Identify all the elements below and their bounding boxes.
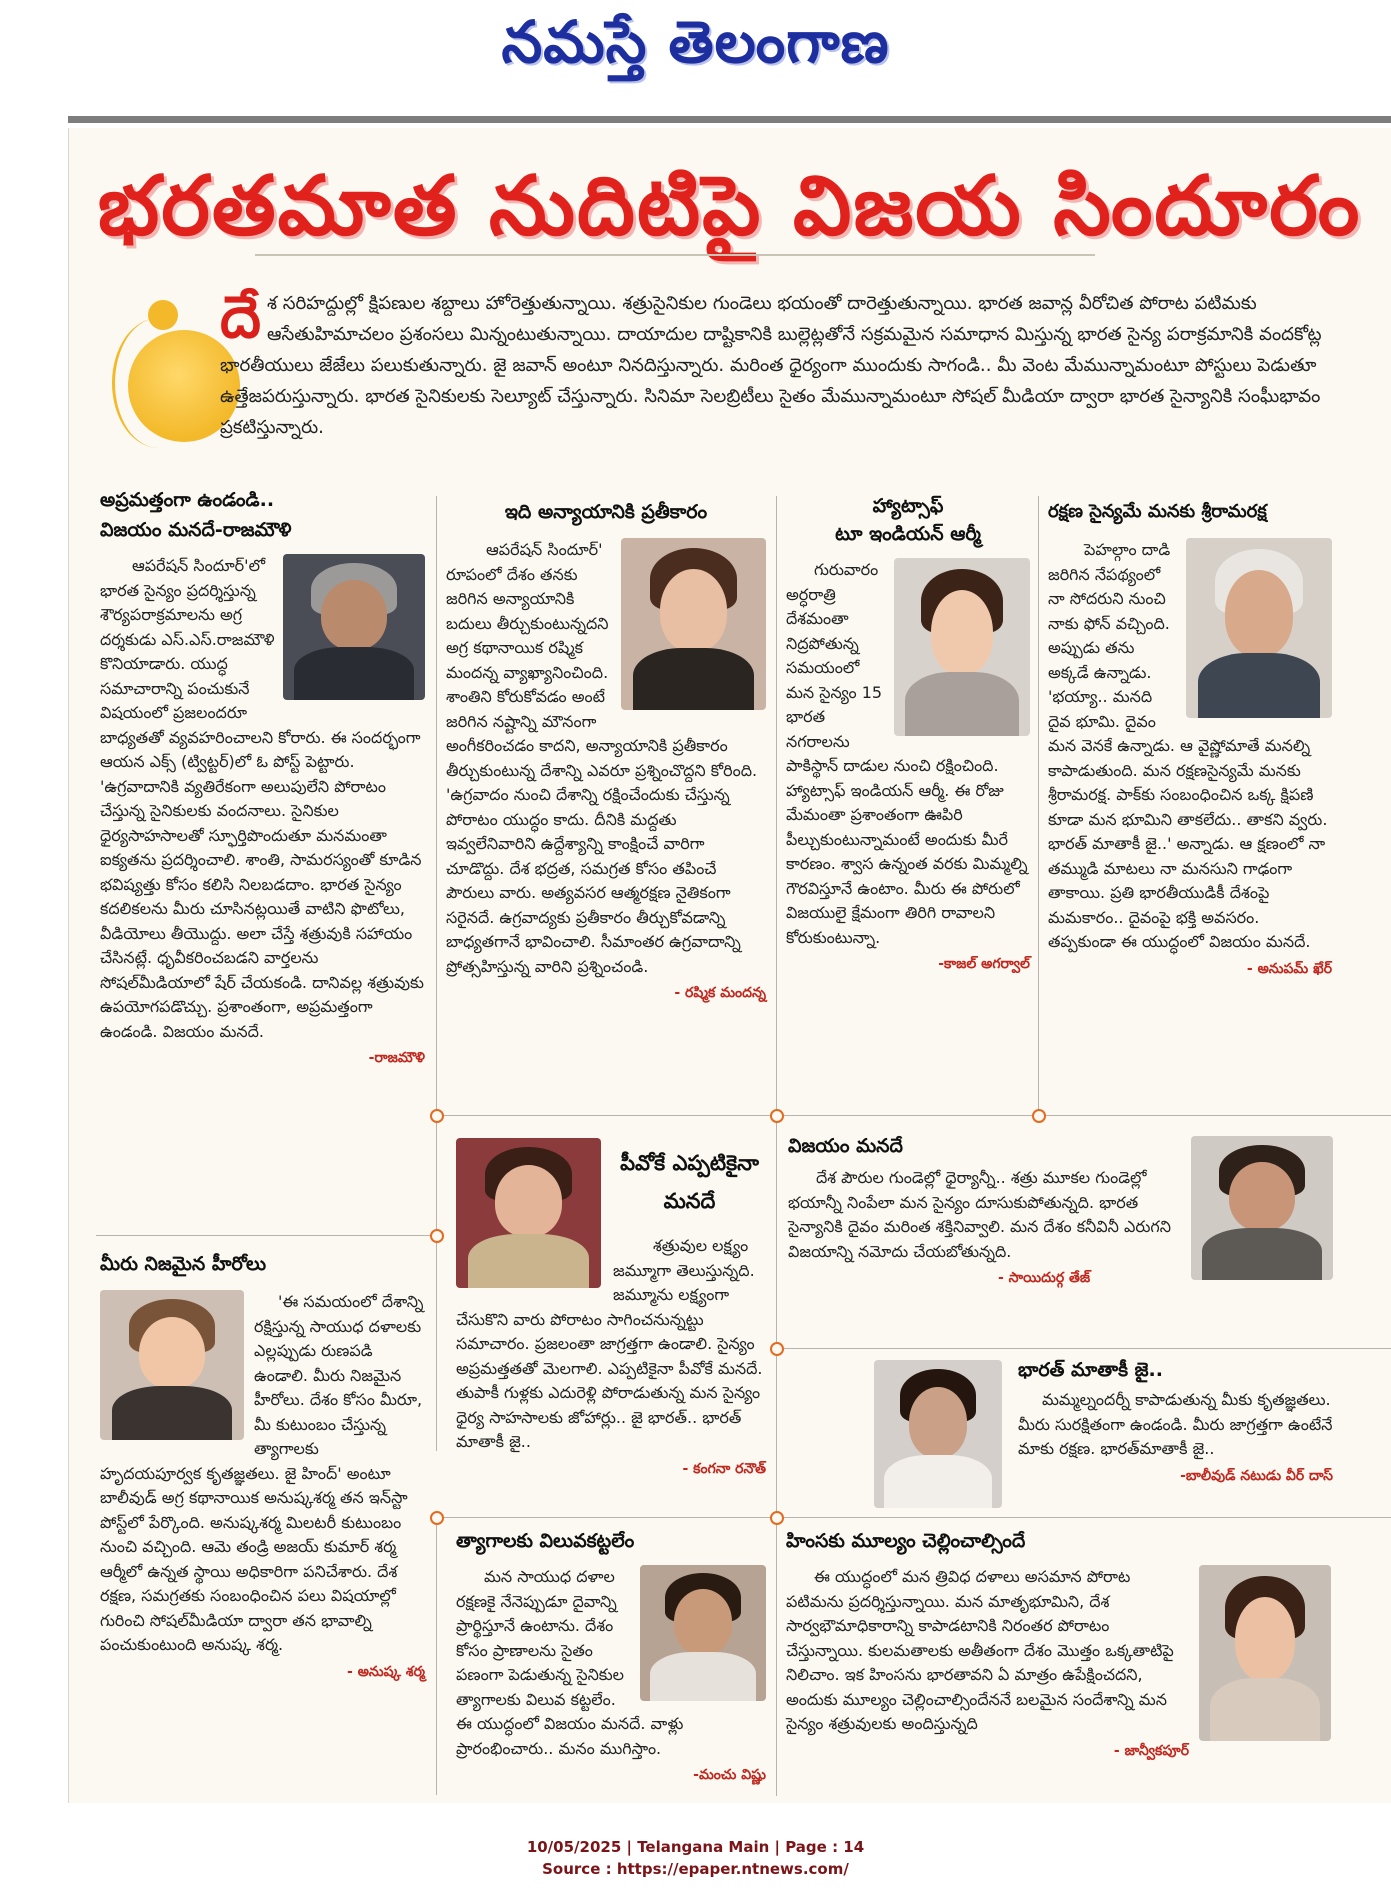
- footer-source-line: Source : https://epaper.ntnews.com/: [542, 1860, 849, 1878]
- article-title: భారత్ మాతాకీ జై..: [1018, 1359, 1163, 1381]
- divider-dot: [770, 1511, 784, 1525]
- footer-edition-line: 10/05/2025 | Telangana Main | Page : 14: [526, 1838, 865, 1856]
- photo-janhvi: [1199, 1565, 1331, 1741]
- article-signature: - రష్మిక మందన్న: [674, 985, 766, 1001]
- headline-underline: [255, 254, 1095, 256]
- article-sai: [788, 1132, 1333, 1289]
- article-rajamouli: [100, 486, 425, 1069]
- column-divider: [436, 496, 437, 1131]
- photo-vir: [874, 1360, 1002, 1508]
- article-janhvi: [786, 1527, 1331, 1762]
- article-title: హింసకు మూల్యం చెల్లించాల్సిందే: [786, 1530, 1026, 1552]
- row-divider: [436, 1517, 1391, 1518]
- article-title: టూ ఇండియన్ ఆర్మీ: [835, 523, 981, 545]
- divider-dot: [1032, 1109, 1046, 1123]
- row-divider: [96, 1235, 436, 1236]
- article-signature: - జాన్వీకపూర్: [1113, 1742, 1189, 1759]
- article-vishnu: [456, 1527, 766, 1786]
- column-divider: [436, 1131, 437, 1451]
- divider-dot: [430, 1511, 444, 1525]
- article-anushka: [100, 1250, 425, 1683]
- article-title: ఇది అన్యాయానికి ప్రతీకారం: [504, 501, 708, 523]
- masthead-rule: [68, 116, 1391, 123]
- row-divider: [436, 1115, 1391, 1116]
- column-divider: [776, 496, 777, 1796]
- article-title: రక్షణ సైన్యమే మనకు శ్రీరామరక్ష: [1048, 501, 1267, 522]
- article-signature: - అనుష్క శర్మ: [347, 1663, 425, 1680]
- page-footer: [0, 1836, 1391, 1880]
- page-headline: భరతమాత నుదిటిపై విజయ సిందూరం: [97, 158, 1362, 254]
- article-title: పీవోకే ఎప్పటికైనా మనదే: [620, 1151, 759, 1213]
- article-body: దేశ పౌరుల గుండెల్లో ధైర్యాన్నీ.. శత్రు మూకల గుండెల్లో భయాన్నీ నింపేలా మన సైన్యం దూసుకుపోతున్నది. భారత సైన్యానికి దైవం మరింత శక్తినివ్వాలి. మన దేశం కనీవినీ ఎరుగని విజయాన్ని నమోదు చేయబోతున్నది.: [788, 1168, 1171, 1261]
- article-body: శత్రువుల లక్ష్యం జమ్మూగా తెలుస్తున్నది. జమ్మూను లక్ష్యంగా చేసుకొని వారు పోరాటం సాగించనున్నట్టు సమాచారం. ప్రజలంతా జాగ్రత్తగా ఉండాలి. సైన్యం అప్రమత్తతతో మెలగాలి. ఎప్పటికైనా పీవోకే మనదే. తుపాకీ గుళ్లకు ఎదురెళ్లి పోరాడుతున్న మన సైన్యం ధైర్య సాహసాలకు జోహార్లు.. జై భారత్.. భారత్ మాతాకీ జై..: [456, 1236, 763, 1451]
- article-rashmika: [446, 498, 766, 1004]
- masthead-title: నమస్తే తెలంగాణ: [501, 8, 890, 76]
- divider-dot: [770, 1342, 784, 1356]
- article-title: విజయం మనదే-రాజమౌళి: [100, 519, 292, 541]
- article-body: మమ్మల్నందర్నీ కాపాడుతున్న మీకు కృతజ్ఞతలు. మీరు సురక్షితంగా ఉండండి. మీరు జాగ్రత్తగా ఉంటేనే మాకు రక్షణ. భారత్‌మాతాకీ జై..: [1018, 1390, 1333, 1458]
- photo-vishnu: [640, 1565, 766, 1701]
- article-body: మన సాయుధ దళాల రక్షణకై నేనెప్పుడూ దైవాన్ని ప్రార్థిస్తూనే ఉంటాను. దేశం కోసం ప్రాణాలను సైతం పణంగా పెడుతున్న సైనికుల త్యాగాలకు విలువ కట్టలేం. ఈ యుద్ధంలో విజయం మనదే. వాళ్లు ప్రారంభించారు.. మనం ముగిస్తాం.: [456, 1567, 684, 1758]
- article-anupam: [1048, 498, 1332, 980]
- photo-anushka: [100, 1290, 244, 1440]
- article-vir: [878, 1356, 1333, 1487]
- intro-paragraph: [220, 283, 1325, 443]
- article-signature: - కంగనా రనౌత్: [682, 1460, 766, 1477]
- article-body: గురువారం అర్ధరాత్రి దేశమంతా నిద్రపోతున్న సమయంలో మన సైన్యం 15 భారత నగరాలను పాకిస్థాన్ దాడుల నుంచి రక్షించింది. హ్యాట్సాఫ్ ఇండియన్ ఆర్మీ. ఈ రోజు మేమంతా ప్రశాంతంగా ఊపిరి పీల్చుకుంటున్నామంటే అందుకు మీరే కారణం. శ్వాస ఉన్నంత వరకు మిమ్మల్ని గౌరవిస్తూనే ఉంటాం. మీరు ఈ పోరులో విజయులై క్షేమంగా తిరిగి రావాలని కోరుకుంటున్నా.: [786, 560, 1028, 947]
- article-body: ఈ యుద్ధంలో మన త్రివిధ దళాలు అసమాన పోరాట పటిమను ప్రదర్శిస్తున్నాయి. మన మాతృభూమిని, దేశ సార్వభౌమాధికారాన్ని కాపాడటానికి నిరంతర పోరాటం చేస్తున్నాయి. కులమతాలకు అతీతంగా దేశం మొత్తం ఒక్కతాటిపై నిలిచాం. ఇక హింసను భారతావని ఏ మాత్రం ఉపేక్షించదని, అందుకు మూల్యం చెల్లించాల్సిందేననే బలమైన సందేశాన్ని మన సైన్యం శత్రువులకు అందిస్తున్నది: [786, 1567, 1174, 1733]
- article-signature: -కాజల్ అగర్వాల్: [938, 956, 1030, 972]
- article-signature: -బాలీవుడ్ నటుడు వీర్ దాస్: [1180, 1467, 1333, 1484]
- photo-anupam: [1186, 538, 1332, 718]
- divider-dot: [770, 1109, 784, 1123]
- article-title: విజయం మనదే: [788, 1135, 903, 1157]
- article-kicker: హ్యాట్సాఫ్: [872, 495, 944, 517]
- intro-text: శ సరిహద్దుల్లో క్షిపణుల శబ్దాలు హోరెత్తుతున్నాయి. శత్రుసైనికుల గుండెలు భయంతో దారెత్తుతున్నాయి. భారత జవాన్ల వీరోచిత పోరాట పటిమకు ఆసేతుహిమాచలం ప్రశంసలు మిన్నంటుతున్నాయి. దాయాదుల దాష్టికానికి బుల్లెట్లతోనే సక్రమమైన సమాధాన మిస్తున్న భారత సైన్య పరాక్రమానికి వందకోట్ల భారతీయులు జేజేలు పలుకుతున్నారు. జై జవాన్ అంటూ నినదిస్తున్నారు. మరింత ధైర్యంగా ముందుకు సాగండి.. మీ వెంట మేమున్నామంటూ పోస్టులు పెడుతూ ఉత్తేజపరుస్తున్నారు. భారత సైనికులకు సెల్యూట్ చేస్తున్నారు. సినిమా సెలబ్రిటీలు సైతం మేమున్నామంటూ సోషల్ మీడియా ద్వారా భారత సైన్యానికి సంఘీభావం ప్రకటిస్తున్నారు.: [220, 293, 1322, 438]
- divider-dot: [430, 1109, 444, 1123]
- article-body: పెహల్గాం దాడి జరిగిన నేపథ్యంలో నా సోదరుని నుంచి నాకు ఫోన్ వచ్చింది. అప్పుడు తను అక్కడే ఉన్నాడు. 'భయ్యా.. మనది దైవ భూమి. దైవం మన వెనకే ఉన్నాడు. ఆ వైష్ణోమాతే మనల్ని కాపాడుతుంది. మన రక్షణసైన్యమే మనకు శ్రీరామరక్ష. పాక్‌కు సంబంధించిన ఒక్క క్షిపణి కూడా మన భూమిని తాకలేదు.. తాకని వ్వరు. భారత్ మాతాకీ జై..' అన్నాడు. ఆ క్షణంలో నా తమ్ముడి మాటలు నా మనసుని గాఢంగా తాకాయి. ప్రతి భారతీయుడికీ దేశంపై మమకారం.. దైవంపై భక్తి అవసరం. తప్పకుండా ఈ యుద్ధంలో విజయం మనదే.: [1048, 540, 1328, 951]
- article-title: మీరు నిజమైన హీరోలు: [100, 1253, 267, 1275]
- article-body: 'ఈ సమయంలో దేశాన్ని రక్షిస్తున్న సాయుధ దళాలకు ఎల్లప్పుడు రుణపడి ఉండాలి. మీరు నిజమైన హీరోలు. దేశం కోసం మీరూ, మీ కుటుంబం చేస్తున్న త్యాగాలకు హృదయపూర్వక కృతజ్ఞతలు. జై హింద్' అంటూ బాలీవుడ్ అగ్ర కథానాయిక అనుష్కశర్మ తన ఇన్‌స్టా పోస్ట్‌లో పేర్కొంది. అనుష్కశర్మ మిలటరీ కుటుంబం నుంచి వచ్చింది. ఆమె తండ్రి అజయ్ కుమార్ శర్మ ఆర్మీలో ఉన్నత స్థాయి అధికారిగా పనిచేశారు. దేశ రక్షణ, సమగ్రతకు సంబంధించిన పలు విషయాల్లో గురించి సోషల్‌మీడియా ద్వారా తన భావాల్ని పంచుకుంటుంది అనుష్క శర్మ.: [100, 1292, 424, 1654]
- article-signature: -రాజమౌళి: [368, 1050, 425, 1066]
- photo-rajamouli: [283, 554, 425, 700]
- column-divider: [436, 1525, 437, 1795]
- column-divider: [1038, 496, 1039, 1116]
- intro-dropcap: దే: [220, 283, 261, 351]
- article-signature: - అనుపమ్ ఖేర్: [1246, 960, 1332, 977]
- emblem-small-circle: [148, 300, 178, 330]
- masthead: [0, 0, 1391, 110]
- article-signature: -మంచు విష్ణు: [693, 1767, 766, 1783]
- article-kicker: అప్రమత్తంగా ఉండండి..: [100, 489, 275, 511]
- divider-dot: [430, 1229, 444, 1243]
- article-body: ఆపరేషన్ సిందూర్' రూపంలో దేశం తనకు జరిగిన అన్యాయానికి బదులు తీర్చుకుంటున్నదని అగ్ర కథానాయిక రష్మిక మందన్న వ్యాఖ్యానించింది. శాంతిని కోరుకోవడం అంటే జరిగిన నష్టాన్ని మౌనంగా అంగీకరించడం కాదని, అన్యాయానికి ప్రతీకారం తీర్చుకుంటున్న దేశాన్ని ఎవరూ ప్రశ్నించొద్దని కోరింది. 'ఉగ్రవాదం నుంచి దేశాన్ని రక్షించేందుకు చేస్తున్న పోరాటం యుద్ధం కాదు. దీనికి మద్దతు ఇవ్వలేనివారిని ఉద్దేశ్యాన్ని కాంక్షించే వారిగా చూడొద్దు. దేశ భద్రత, సమగ్రత కోసం తపించే పౌరులు వారు. అత్యవసర ఆత్మరక్షణ నైతికంగా సరైనదే. ఉగ్రవాద్యకు ప్రతీకారం తీర్చుకోవడాన్ని బాధ్యతగానే భావించాలి. సీమాంతర ఉగ్రవాదాన్ని ప్రోత్సహిస్తున్న వారిని ప్రశ్నించండి.: [446, 540, 758, 976]
- photo-kajal: [894, 558, 1030, 736]
- article-kajal: [786, 492, 1030, 975]
- article-kangana: [456, 1138, 766, 1480]
- photo-kangana: [456, 1138, 601, 1288]
- article-signature: - సాయిదుర్గ తేజ్: [998, 1270, 1091, 1286]
- row-divider: [776, 1348, 1391, 1349]
- article-title: త్యాగాలకు విలువకట్టలేం: [456, 1530, 635, 1552]
- photo-rashmika: [621, 538, 766, 710]
- photo-sai: [1191, 1136, 1333, 1280]
- article-body: ఆపరేషన్ సిందూర్'లో భారత సైన్యం ప్రదర్శిస్తున్న శౌర్యపరాక్రమాలను అగ్ర దర్శకుడు ఎస్.ఎస్.రాజమౌళి కొనియాడారు. యుద్ధ సమాచారాన్ని పంచుకునే విషయంలో ప్రజలందరూ బాధ్యతతో వ్యవహరించాలని కోరారు. ఈ సందర్భంగా ఆయన ఎక్స్ (ట్విట్టర్)లో ఓ పోస్ట్ పెట్టారు. 'ఉగ్రవాదానికి వ్యతిరేకంగా అలుపులేని పోరాటం చేస్తున్న సైనికులకు వందనాలు. సైనికుల ధైర్యసాహసాలతో స్ఫూర్తిపొందుతూ మనమంతా ఐక్యతను ప్రదర్శించాలి. శాంతి, సామరస్యంతో కూడిన భవిష్యత్తు కోసం కలిసి నిలబడదాం. భారత సైన్యం కదలికలను మీరు చూసినట్లయితే వాటిని ఫొటోలు, వీడియోలు తీయొద్దు. అలా చేస్తే శత్రువుకి సహాయం చేసినట్లే. ధృవీకరించబడని వార్తలను సోషల్‌మీడియాలో షేర్ చేయకండి. దానివల్ల శత్రువుకు ఉపయోగపడొచ్చు. ప్రశాంతంగా, అప్రమత్తంగా ఉండండి. విజయం మనదే.: [100, 556, 424, 1041]
